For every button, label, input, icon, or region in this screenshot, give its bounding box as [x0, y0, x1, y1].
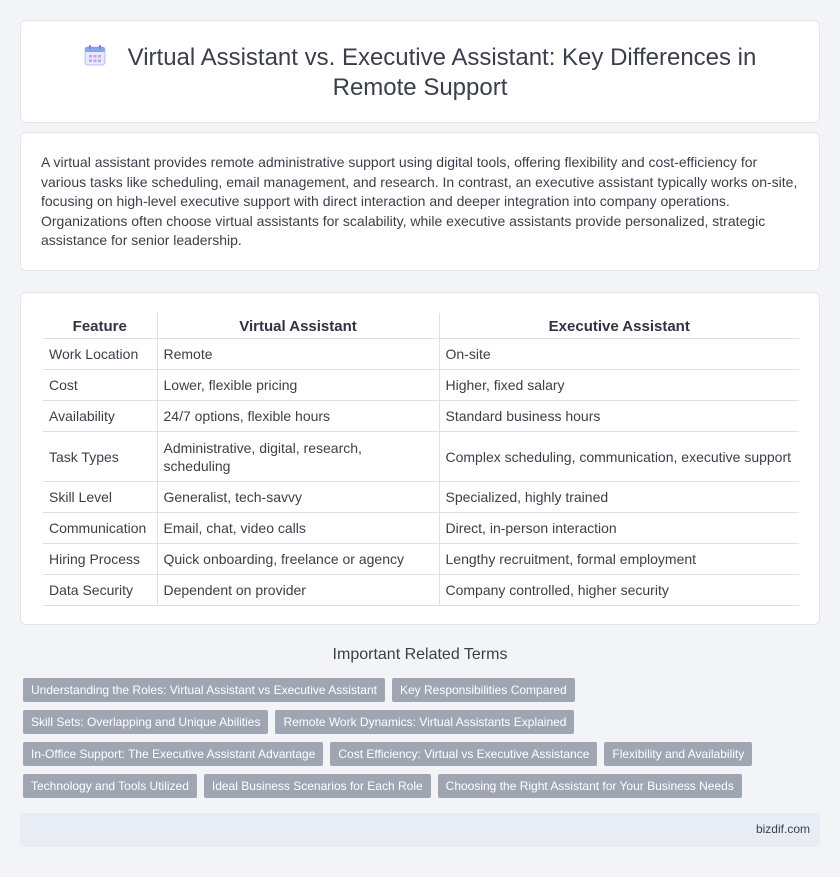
cell-feature: Communication	[43, 513, 157, 544]
related-term-tag[interactable]: In-Office Support: The Executive Assistant Advantage	[23, 742, 323, 766]
tag-row	[23, 742, 823, 766]
cell-virtual: Email, chat, video calls	[157, 513, 439, 544]
tag-row	[23, 678, 823, 702]
cell-feature: Hiring Process	[43, 544, 157, 575]
cell-virtual: Generalist, tech-savvy	[157, 482, 439, 513]
cell-virtual: Administrative, digital, research, scheduling	[157, 432, 439, 482]
cell-executive: Complex scheduling, communication, executive support	[439, 432, 799, 482]
cell-executive: Standard business hours	[439, 401, 799, 432]
cell-feature: Task Types	[43, 432, 157, 482]
footer	[20, 813, 820, 847]
table-row	[43, 339, 799, 370]
table-row	[43, 370, 799, 401]
header-virtual-assistant: Virtual Assistant	[157, 313, 439, 339]
cell-virtual: Lower, flexible pricing	[157, 370, 439, 401]
cell-feature: Availability	[43, 401, 157, 432]
cell-executive: Specialized, highly trained	[439, 482, 799, 513]
related-term-tag[interactable]: Skill Sets: Overlapping and Unique Abilities	[23, 710, 268, 734]
cell-executive: Company controlled, higher security	[439, 575, 799, 606]
cell-feature: Skill Level	[43, 482, 157, 513]
table-row	[43, 544, 799, 575]
intro-card	[20, 132, 820, 271]
cell-feature: Work Location	[43, 339, 157, 370]
cell-executive: Higher, fixed salary	[439, 370, 799, 401]
cell-executive: Direct, in-person interaction	[439, 513, 799, 544]
table-row	[43, 482, 799, 513]
cell-executive: Lengthy recruitment, formal employment	[439, 544, 799, 575]
tag-row	[23, 774, 823, 798]
table-row	[43, 401, 799, 432]
tag-row	[23, 710, 823, 734]
header-executive-assistant: Executive Assistant	[439, 313, 799, 339]
cell-virtual: Remote	[157, 339, 439, 370]
table-row	[43, 432, 799, 482]
footer-site-link[interactable]: bizdif.com	[755, 822, 810, 836]
cell-virtual: Dependent on provider	[157, 575, 439, 606]
table-row	[43, 575, 799, 606]
header-feature: Feature	[43, 313, 157, 339]
cell-virtual: 24/7 options, flexible hours	[157, 401, 439, 432]
cell-executive: On-site	[439, 339, 799, 370]
related-terms-list	[23, 678, 823, 806]
related-term-tag[interactable]: Flexibility and Availability	[604, 742, 752, 766]
comparison-table	[43, 313, 799, 606]
title-card	[20, 20, 820, 123]
table-header-row	[43, 313, 799, 339]
related-term-tag[interactable]: Understanding the Roles: Virtual Assistant vs Executive Assistant	[23, 678, 385, 702]
intro-paragraph: A virtual assistant provides remote administrative support using digital tools, offering flexibility and cost-efficiency for various tasks like scheduling, email management, and research. In contrast, an executive assistant typically works on-site, focusing on high-level executive support with direct interaction and deeper integration into company operations. Organizations often choose virtual assistants for scalability, while executive assistants provide personalized, strategic assistance for senior leadership.	[41, 154, 798, 249]
related-term-tag[interactable]: Remote Work Dynamics: Virtual Assistants Explained	[275, 710, 574, 734]
page-title	[84, 43, 757, 103]
related-term-tag[interactable]: Ideal Business Scenarios for Each Role	[204, 774, 431, 798]
related-terms-heading: Important Related Terms	[332, 646, 508, 663]
cell-feature: Data Security	[43, 575, 157, 606]
table-row	[43, 513, 799, 544]
comparison-card	[20, 292, 820, 625]
title-line-2: Remote Support	[332, 74, 508, 101]
cell-virtual: Quick onboarding, freelance or agency	[157, 544, 439, 575]
calendar-icon	[84, 44, 106, 66]
related-term-tag[interactable]: Key Responsibilities Compared	[392, 678, 575, 702]
related-term-tag[interactable]: Choosing the Right Assistant for Your Business Needs	[438, 774, 742, 798]
related-term-tag[interactable]: Technology and Tools Utilized	[23, 774, 197, 798]
cell-feature: Cost	[43, 370, 157, 401]
title-line-1: Virtual Assistant vs. Executive Assistant: Key Differences in	[127, 44, 757, 71]
related-term-tag[interactable]: Cost Efficiency: Virtual vs Executive Assistance	[330, 742, 597, 766]
